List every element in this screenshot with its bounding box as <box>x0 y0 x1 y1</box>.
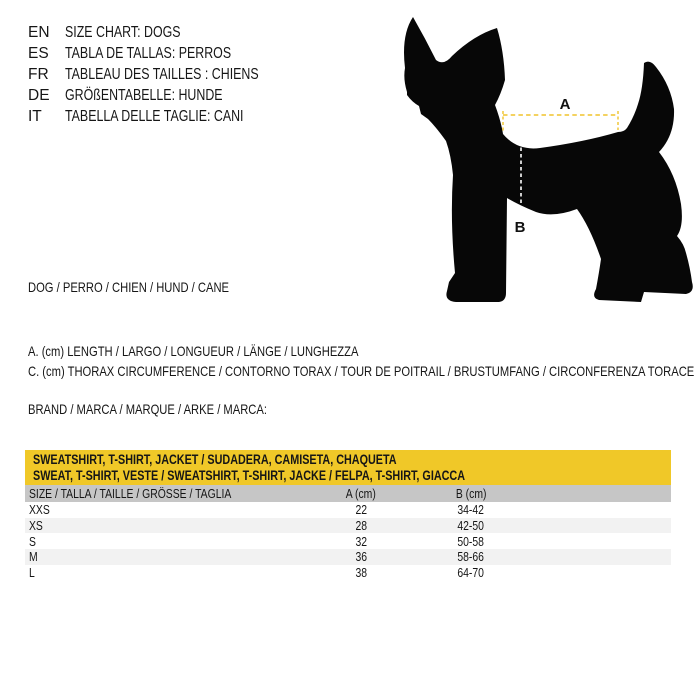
measurement-line-c <box>28 363 700 379</box>
length-label: A <box>559 96 571 113</box>
header-size-label: SIZE / TALLA / TAILLE / GRÖSSE / TAGLIA <box>29 486 232 501</box>
language-code: DE <box>28 86 50 104</box>
thorax-value: 34-42 <box>457 502 485 518</box>
dog-silhouette-diagram <box>388 5 698 310</box>
header-a-label: A (cm) <box>345 486 377 501</box>
size-table-header <box>25 485 671 502</box>
length-value: 28 <box>355 518 367 534</box>
language-title: TABLEAU DES TAILLES : CHIENS <box>65 65 259 83</box>
measurement-line-a <box>28 343 441 359</box>
language-code: ES <box>28 45 49 63</box>
language-row <box>28 85 307 106</box>
subject-line <box>28 279 279 295</box>
size-rows <box>25 502 671 580</box>
length-value: 36 <box>355 549 367 565</box>
thorax-value: 42-50 <box>457 518 485 534</box>
size-table-row <box>25 549 671 565</box>
header-b-label: B (cm) <box>455 486 487 501</box>
language-code: IT <box>28 107 42 125</box>
thorax-value: 58-66 <box>457 549 485 565</box>
size-table-title-line2: SWEAT, T-SHIRT, VESTE / SWEATSHIRT, T-SHIRT, JACKE / FELPA, T-SHIRT, GIACCA <box>33 467 466 483</box>
size-table-title <box>25 450 671 485</box>
language-title: TABELLA DELLE TAGLIE: CANI <box>65 107 244 125</box>
size-value: XXS <box>29 502 50 518</box>
size-table-row <box>25 502 671 518</box>
dog-silhouette <box>404 17 693 302</box>
language-row <box>28 44 307 65</box>
size-table-title-line1: SWEATSHIRT, T-SHIRT, JACKET / SUDADERA, CAMISETA, CHAQUETA <box>33 452 397 467</box>
language-title: GRÖßENTABELLE: HUNDE <box>65 86 223 104</box>
thorax-label: B <box>514 219 526 236</box>
size-table-row <box>25 533 671 549</box>
measurement-a-text: A. (cm) LENGTH / LARGO / LONGUEUR / LÄNGE / LUNGHEZZA <box>28 343 359 359</box>
language-code: FR <box>28 65 49 83</box>
measurement-c-text: C. (cm) THORAX CIRCUMFERENCE / CONTORNO TORAX / TOUR DE POITRAIL / BRUSTUMFANG / CIRCONFERENZA TORACE <box>28 363 695 379</box>
size-value: S <box>29 533 36 549</box>
language-title: SIZE CHART: DOGS <box>65 24 181 42</box>
size-table-row <box>25 565 671 581</box>
language-list <box>28 23 307 127</box>
size-value: XS <box>29 518 43 534</box>
subject-text: DOG / PERRO / CHIEN / HUND / CANE <box>28 279 229 295</box>
thorax-value: 64-70 <box>457 565 485 581</box>
length-measure-line <box>503 111 618 133</box>
brand-text: BRAND / MARCA / MARQUE / ARKE / MARCA: <box>28 401 267 417</box>
size-table-row <box>25 518 671 534</box>
length-value: 22 <box>355 502 367 518</box>
thorax-value: 50-58 <box>457 533 485 549</box>
size-table <box>25 450 671 580</box>
language-row <box>28 23 307 44</box>
language-row <box>28 65 307 86</box>
size-value: L <box>29 565 35 581</box>
language-title: TABLA DE TALLAS: PERROS <box>65 45 232 63</box>
length-value: 38 <box>355 565 367 581</box>
size-value: M <box>29 549 38 565</box>
length-value: 32 <box>355 533 367 549</box>
language-row <box>28 106 307 127</box>
brand-line <box>28 401 327 417</box>
language-code: EN <box>28 24 50 42</box>
